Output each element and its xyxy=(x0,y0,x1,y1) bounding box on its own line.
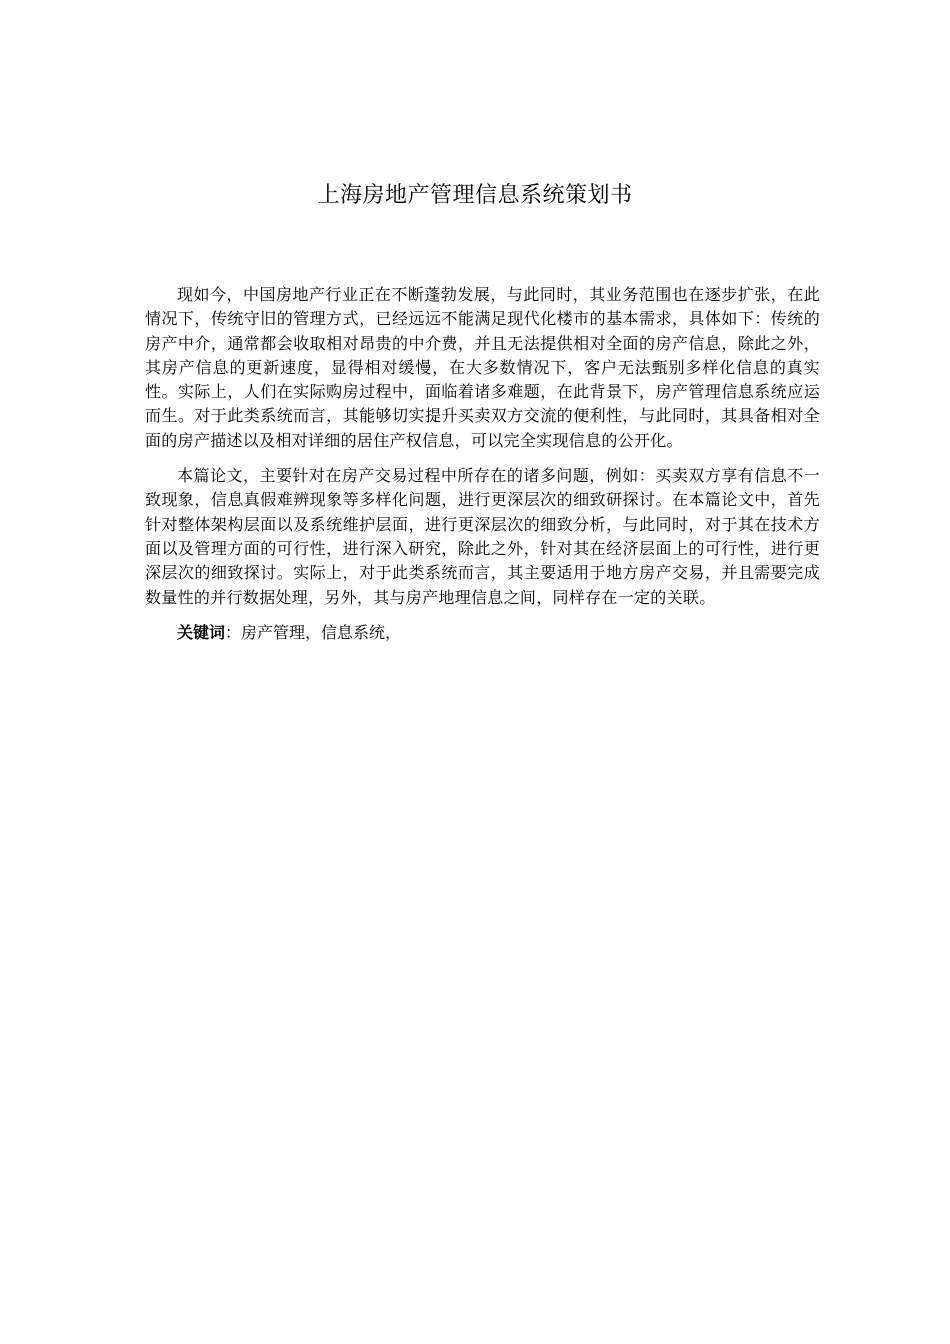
keywords-label: 关键词 xyxy=(177,622,226,642)
abstract-paragraph-1: 现如今，中国房地产行业正在不断蓬勃发展，与此同时，其业务范围也在逐步扩张，在此情况下，传统守旧的管理方式，已经远远不能满足现代化楼市的基本需求，具体如下：传统的房产中介，通常都会收取相对昂贵的中介费，并且无法提供相对全面的房产信息，除此之外，其房产信息的更新速度，显得相对缓慢，在大多数情况下，客户无法甄别多样化信息的真实性。实际上，人们在实际购房过程中，面临着诸多难题，在此背景下，房产管理信息系统应运而生。对于此类系统而言，其能够切实提升买卖双方交流的便利性，与此同时，其具备相对全面的房产描述以及相对详细的居住产权信息，可以完全实现信息的公开化。 xyxy=(145,285,820,450)
keywords-value: 房产管理，信息系统， xyxy=(241,622,402,642)
keywords-line xyxy=(145,621,820,645)
document-title: 上海房地产管理信息系统策划书 xyxy=(317,183,633,208)
abstract-body xyxy=(145,283,820,645)
keywords-separator: ： xyxy=(225,622,242,642)
abstract-paragraph-2: 本篇论文，主要针对在房产交易过程中所存在的诸多问题，例如：买卖双方享有信息不一致现象，信息真假难辨现象等多样化问题，进行更深层次的细致研探讨。在本篇论文中，首先针对整体架构层面以及系统维护层面，进行更深层次的细致分析，与此同时，对于其在技术方面以及管理方面的可行性，进行深入研究，除此之外，针对其在经济层面上的可行性，进行更深层次的细致探讨。实际上，对于此类系统而言，其主要适用于地方房产交易，并且需要完成数量性的并行数据处理，另外，其与房产地理信息之间，同样存在一定的关联。 xyxy=(145,466,820,607)
